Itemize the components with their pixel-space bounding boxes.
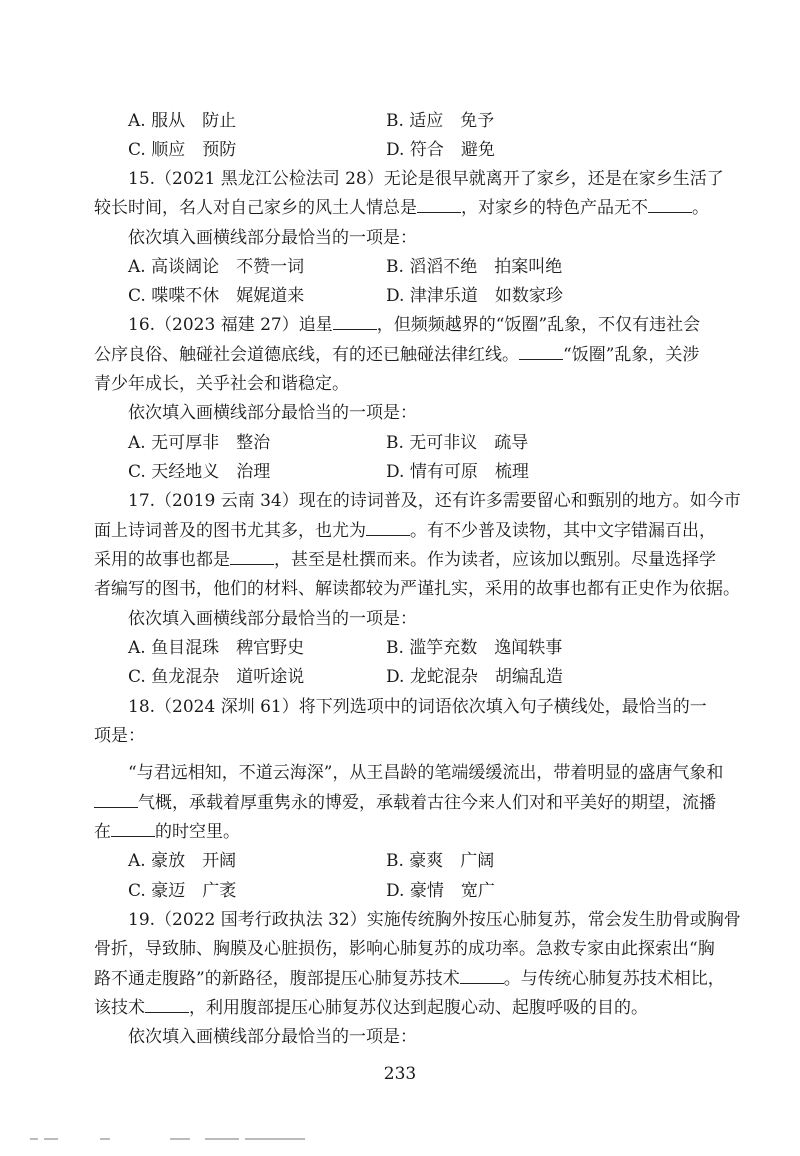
q14-option-b: B. 适应 免予 bbox=[386, 111, 495, 131]
q16-option-c: C. 天经地义 治理 bbox=[128, 462, 271, 482]
q16-stem-line2: 公序良俗、触碰社会道德底线，有的还已触碰法律红线。 “饭圈”乱象，关涉 bbox=[94, 345, 700, 365]
blank bbox=[648, 198, 692, 213]
q19-stem-line4: 该技术 ，利用腹部提压心肺复苏仪达到起腹心动、起腹呼吸的目的。 bbox=[94, 998, 648, 1018]
blank bbox=[417, 198, 461, 213]
q16-option-a: A. 无可厚非 整治 bbox=[128, 433, 271, 453]
q16-option-d: D. 情有可原 梳理 bbox=[386, 462, 529, 482]
blank bbox=[145, 998, 189, 1013]
q19-prompt: 依次填入画横线部分最恰当的一项是： bbox=[128, 1027, 417, 1047]
q16-stem-line1: 16.（2023 福建 27）追星 ，但频频越界的“饭圈”乱象，不仅有违社会 bbox=[128, 315, 701, 335]
q17-option-c: C. 鱼龙混杂 道听途说 bbox=[128, 667, 305, 687]
q15-stem-line1: 15.（2021 黑龙江公检法司 28）无论是很早就离开了家乡，还是在家乡生活了 bbox=[128, 169, 724, 189]
q17-stem-line4: 者编写的图书，他们的材料、解读都较为严谨扎实，采用的故事也都有正史作为依据。 bbox=[94, 579, 740, 599]
q17-option-a: A. 鱼目混珠 稗官野史 bbox=[128, 638, 305, 658]
scan-artifact-marks bbox=[30, 1136, 330, 1142]
q17-option-b: B. 滥竽充数 逸闻轶事 bbox=[386, 638, 563, 658]
q15-option-c: C. 喋喋不休 娓娓道来 bbox=[128, 286, 305, 306]
q14-option-d: D. 符合 避免 bbox=[386, 140, 495, 160]
q18-option-c: C. 豪迈 广袤 bbox=[128, 881, 237, 901]
blank bbox=[230, 550, 274, 565]
q18-stem-line2: 项是： bbox=[94, 726, 145, 746]
q17-stem-line3: 采用的故事也都是 ，甚至是杜撰而来。作为读者，应该加以甄别。尽量选择学 bbox=[94, 550, 716, 570]
q18-stem-line4: 气概，承载着厚重隽永的博爱，承载着古往今来人们对和平美好的期望，流播 bbox=[94, 792, 694, 814]
q15-stem-line2: 较长时间，名人对自己家乡的风土人情总是 ，对家乡的特色产品无不 。 bbox=[94, 198, 709, 218]
q15-prompt: 依次填入画横线部分最恰当的一项是： bbox=[128, 228, 417, 248]
q14-option-c: C. 顺应 预防 bbox=[128, 140, 237, 160]
q18-stem-line1: 18.（2024 深圳 61）将下列选项中的词语依次填入句子横线处，最恰当的一 bbox=[128, 697, 707, 717]
q17-prompt: 依次填入画横线部分最恰当的一项是： bbox=[128, 609, 417, 629]
q15-option-a: A. 高谈阔论 不赞一词 bbox=[128, 257, 305, 277]
q15-option-d: D. 津津乐道 如数家珍 bbox=[386, 286, 563, 306]
q16-prompt: 依次填入画横线部分最恰当的一项是： bbox=[128, 403, 417, 423]
q19-stem-line2: 骨折，导致肺、胸膜及心脏损伤，影响心肺复苏的成功率。急救专家由此探索出“胸 bbox=[94, 939, 715, 959]
q18-stem-line5: 在 的时空里。 bbox=[94, 822, 240, 842]
q19-stem-line1: 19.（2022 国考行政执法 32）实施传统胸外按压心肺复苏，常会发生肋骨或胸骨 bbox=[128, 910, 741, 930]
q14-option-a: A. 服从 防止 bbox=[128, 111, 237, 131]
blank bbox=[94, 793, 138, 808]
page-number: 233 bbox=[383, 1064, 417, 1084]
blank bbox=[460, 969, 504, 984]
q18-option-a: A. 豪放 开阔 bbox=[128, 851, 237, 871]
q16-stem-line3: 青少年成长，关乎社会和谐稳定。 bbox=[94, 374, 349, 394]
q17-stem-line2: 面上诗词普及的图书尤其多，也尤为 。有不少普及读物，其中文字错漏百出， bbox=[94, 521, 716, 541]
q16-option-b: B. 无可非议 疏导 bbox=[386, 433, 529, 453]
q19-stem-line3: 路不通走腹路”的新路径，腹部提压心肺复苏技术 。与传统心肺复苏技术相比， bbox=[94, 969, 725, 989]
q15-option-b: B. 滔滔不绝 拍案叫绝 bbox=[386, 257, 563, 277]
blank bbox=[519, 345, 563, 360]
blank bbox=[111, 822, 155, 837]
q17-stem-line1: 17.（2019 云南 34）现在的诗词普及，还有许多需要留心和甄别的地方。如今市 bbox=[128, 491, 741, 511]
blank bbox=[333, 315, 377, 330]
q18-stem-line3: “与君远相知，不道云海深”，从王昌龄的笔端缓缓流出，带着明显的盛唐气象和 bbox=[128, 763, 724, 783]
q17-option-d: D. 龙蛇混杂 胡编乱造 bbox=[386, 667, 563, 687]
q18-option-d: D. 豪情 宽广 bbox=[386, 881, 495, 901]
blank bbox=[366, 521, 410, 536]
q18-option-b: B. 豪爽 广阔 bbox=[386, 851, 495, 871]
